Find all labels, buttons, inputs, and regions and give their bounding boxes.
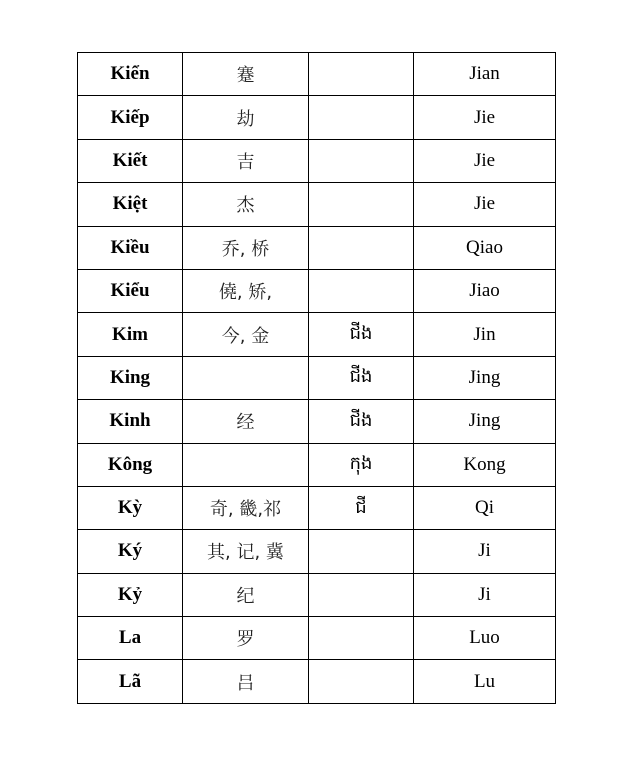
khmer-cell (309, 53, 414, 96)
chinese-character-cell (183, 443, 309, 486)
khmer-cell (309, 139, 414, 182)
vietnamese-cell: La (78, 617, 183, 660)
chinese-character-cell: 僥, 矫, (183, 269, 309, 312)
pinyin-cell: Jing (414, 400, 556, 443)
pinyin-cell: Qi (414, 486, 556, 529)
vietnamese-cell: Kim (78, 313, 183, 356)
vietnamese-cell: Lã (78, 660, 183, 703)
chinese-character-cell: 纪 (183, 573, 309, 616)
vietnamese-cell: Kiển (78, 53, 183, 96)
vietnamese-cell: Kiệt (78, 183, 183, 226)
table-row (78, 313, 556, 356)
chinese-character-cell: 其, 记, 冀 (183, 530, 309, 573)
table-row (78, 356, 556, 399)
table-row (78, 139, 556, 182)
table-row (78, 530, 556, 573)
table-row (78, 226, 556, 269)
table-row (78, 617, 556, 660)
vietnamese-cell: Kỷ (78, 573, 183, 616)
vietnamese-cell: Ký (78, 530, 183, 573)
pinyin-cell: Jie (414, 183, 556, 226)
chinese-character-cell: 蹇 (183, 53, 309, 96)
vietnamese-cell: King (78, 356, 183, 399)
pinyin-cell: Jie (414, 96, 556, 139)
khmer-cell (309, 530, 414, 573)
pinyin-cell: Jian (414, 53, 556, 96)
khmer-cell (309, 183, 414, 226)
khmer-cell: ជីង (309, 400, 414, 443)
khmer-cell (309, 617, 414, 660)
vietnamese-cell: Kiểu (78, 269, 183, 312)
vietnamese-cell: Kiết (78, 139, 183, 182)
khmer-cell (309, 226, 414, 269)
vietnamese-cell: Kiếp (78, 96, 183, 139)
pinyin-cell: Jing (414, 356, 556, 399)
pinyin-cell: Jiao (414, 269, 556, 312)
table-row (78, 443, 556, 486)
pinyin-cell: Jin (414, 313, 556, 356)
chinese-character-cell: 罗 (183, 617, 309, 660)
khmer-cell: កុង (309, 443, 414, 486)
chinese-character-cell: 奇, 畿,祁 (183, 486, 309, 529)
table-row (78, 660, 556, 703)
pinyin-cell: Luo (414, 617, 556, 660)
table-row (78, 486, 556, 529)
khmer-cell: ជី (309, 486, 414, 529)
pinyin-cell: Ji (414, 530, 556, 573)
khmer-cell (309, 269, 414, 312)
pinyin-cell: Qiao (414, 226, 556, 269)
vietnamese-cell: Kỳ (78, 486, 183, 529)
vietnamese-cell: Kinh (78, 400, 183, 443)
vietnamese-cell: Kông (78, 443, 183, 486)
table-row (78, 269, 556, 312)
chinese-character-cell: 吕 (183, 660, 309, 703)
khmer-cell: ជីង (309, 313, 414, 356)
table-row (78, 183, 556, 226)
khmer-cell (309, 96, 414, 139)
chinese-character-cell: 杰 (183, 183, 309, 226)
pinyin-cell: Ji (414, 573, 556, 616)
chinese-character-cell: 今, 金 (183, 313, 309, 356)
chinese-character-cell: 吉 (183, 139, 309, 182)
pinyin-cell: Kong (414, 443, 556, 486)
chinese-character-cell: 经 (183, 400, 309, 443)
chinese-character-cell (183, 356, 309, 399)
table-row (78, 400, 556, 443)
table-row (78, 53, 556, 96)
table-row (78, 96, 556, 139)
table-row (78, 573, 556, 616)
vietnamese-cell: Kiều (78, 226, 183, 269)
name-correspondence-table (77, 52, 556, 704)
khmer-cell: ជីង (309, 356, 414, 399)
khmer-cell (309, 660, 414, 703)
khmer-cell (309, 573, 414, 616)
pinyin-cell: Jie (414, 139, 556, 182)
pinyin-cell: Lu (414, 660, 556, 703)
chinese-character-cell: 劫 (183, 96, 309, 139)
chinese-character-cell: 乔, 桥 (183, 226, 309, 269)
